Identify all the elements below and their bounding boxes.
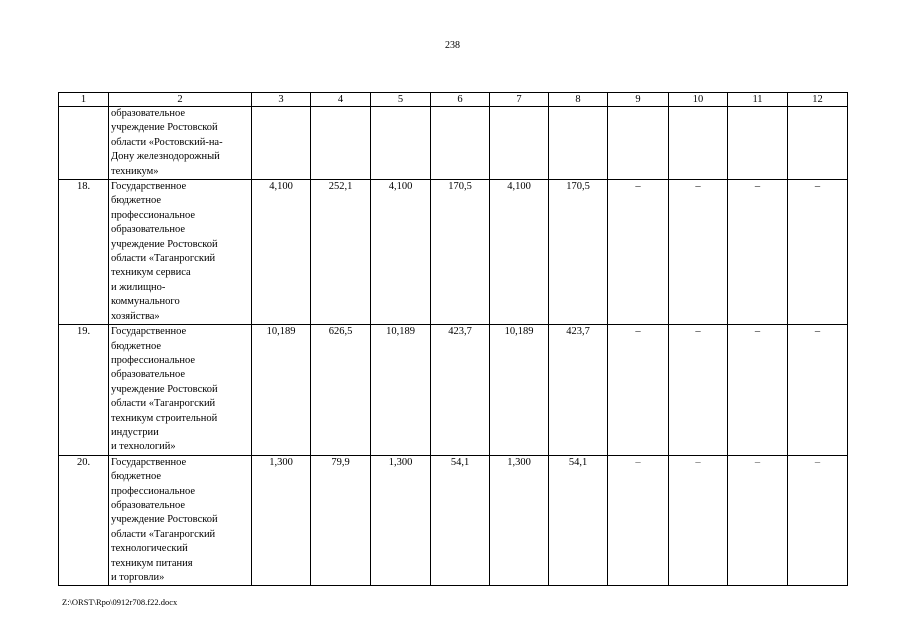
value-cell-col-12: – [788, 455, 848, 586]
value-cell-col-9 [608, 107, 669, 180]
institution-name-line: и технологий» [111, 441, 176, 453]
value-cell-col-11 [728, 107, 788, 180]
row-number [59, 107, 109, 180]
value-cell-col-4 [311, 107, 371, 180]
institution-name-line: Государственное [111, 181, 187, 193]
institution-name-line: профессиональное [111, 485, 196, 497]
value-cell-col-11: – [728, 455, 788, 586]
column-header-2: 2 [109, 93, 252, 107]
row-number: 18. [59, 180, 109, 325]
institution-name-line: Государственное [111, 326, 187, 338]
table-row [59, 455, 848, 586]
value-cell-col-5: 4,100 [371, 180, 431, 325]
value-cell-col-10: – [669, 325, 728, 456]
institution-name-line: техникум» [111, 165, 159, 177]
institution-name-line: техникум строительной [111, 412, 218, 424]
institution-name-line: учреждение Ростовской [111, 514, 218, 526]
file-path-footer: Z:\ORST\Rpo\0912r708.f22.docx [62, 597, 178, 607]
institution-name-line: Государственное [111, 456, 187, 468]
value-cell-col-9: – [608, 325, 669, 456]
institution-name-line: области «Таганрогский [111, 528, 216, 540]
value-cell-col-7 [490, 107, 549, 180]
value-cell-col-6 [431, 107, 490, 180]
institution-name-line: технологический [111, 543, 188, 555]
institution-name-line: образовательное [111, 499, 185, 511]
value-cell-col-6: 423,7 [431, 325, 490, 456]
table-row [59, 180, 848, 325]
table-header-row [59, 93, 848, 107]
column-header-10: 10 [669, 93, 728, 107]
institution-name-line: бюджетное [111, 195, 162, 207]
institution-name-line: коммунального [111, 296, 180, 308]
column-header-7: 7 [490, 93, 549, 107]
value-cell-col-8: 170,5 [549, 180, 608, 325]
value-cell-col-5 [371, 107, 431, 180]
institution-name-line: индустрии [111, 426, 159, 438]
value-cell-col-5: 10,189 [371, 325, 431, 456]
institution-name-line: области «Ростовский-на- [111, 136, 223, 148]
value-cell-col-8 [549, 107, 608, 180]
value-cell-col-9: – [608, 180, 669, 325]
value-cell-col-10 [669, 107, 728, 180]
table-row [59, 107, 848, 180]
institution-name-line: области «Таганрогский [111, 253, 216, 265]
institution-name [109, 325, 252, 456]
institution-name-line: и жилищно- [111, 281, 166, 293]
institution-name-line: техникум сервиса [111, 267, 191, 279]
institution-name-line: области «Таганрогский [111, 398, 216, 410]
institution-name [109, 180, 252, 325]
value-cell-col-6: 170,5 [431, 180, 490, 325]
column-header-8: 8 [549, 93, 608, 107]
row-number: 20. [59, 455, 109, 586]
value-cell-col-3: 4,100 [252, 180, 311, 325]
institution-name-line: Дону железнодорожный [111, 151, 220, 163]
institution-name-line: профессиональное [111, 354, 196, 366]
column-header-5: 5 [371, 93, 431, 107]
institution-name-line: учреждение Ростовской [111, 238, 218, 250]
column-header-4: 4 [311, 93, 371, 107]
institution-name-line: техникум питания [111, 557, 193, 569]
column-header-11: 11 [728, 93, 788, 107]
value-cell-col-11: – [728, 180, 788, 325]
value-cell-col-7: 10,189 [490, 325, 549, 456]
institution-name-line: образовательное [111, 369, 185, 381]
institution-name-line: учреждение Ростовской [111, 383, 218, 395]
institution-name-line: хозяйства» [111, 310, 160, 322]
value-cell-col-3: 10,189 [252, 325, 311, 456]
column-header-12: 12 [788, 93, 848, 107]
value-cell-col-3: 1,300 [252, 455, 311, 586]
value-cell-col-10: – [669, 455, 728, 586]
institution-name [109, 107, 252, 180]
institution-name-line: профессиональное [111, 209, 196, 221]
value-cell-col-12: – [788, 180, 848, 325]
value-cell-col-7: 4,100 [490, 180, 549, 325]
page-number: 238 [445, 40, 460, 51]
value-cell-col-11: – [728, 325, 788, 456]
institution-name-line: образовательное [111, 224, 185, 236]
value-cell-col-12 [788, 107, 848, 180]
institution-name-line: бюджетное [111, 340, 162, 352]
row-number: 19. [59, 325, 109, 456]
data-table [58, 92, 848, 586]
institution-name-line: образовательное [111, 108, 185, 119]
table-row [59, 325, 848, 456]
value-cell-col-12: – [788, 325, 848, 456]
value-cell-col-7: 1,300 [490, 455, 549, 586]
value-cell-col-10: – [669, 180, 728, 325]
value-cell-col-4: 79,9 [311, 455, 371, 586]
value-cell-col-6: 54,1 [431, 455, 490, 586]
value-cell-col-8: 423,7 [549, 325, 608, 456]
value-cell-col-8: 54,1 [549, 455, 608, 586]
value-cell-col-5: 1,300 [371, 455, 431, 586]
institution-name-line: бюджетное [111, 471, 162, 483]
column-header-3: 3 [252, 93, 311, 107]
value-cell-col-9: – [608, 455, 669, 586]
column-header-6: 6 [431, 93, 490, 107]
column-header-9: 9 [608, 93, 669, 107]
value-cell-col-4: 626,5 [311, 325, 371, 456]
institution-name-line: и торговли» [111, 572, 165, 583]
column-header-1: 1 [59, 93, 109, 107]
value-cell-col-4: 252,1 [311, 180, 371, 325]
value-cell-col-3 [252, 107, 311, 180]
institution-name [109, 455, 252, 586]
institution-name-line: учреждение Ростовской [111, 122, 218, 134]
